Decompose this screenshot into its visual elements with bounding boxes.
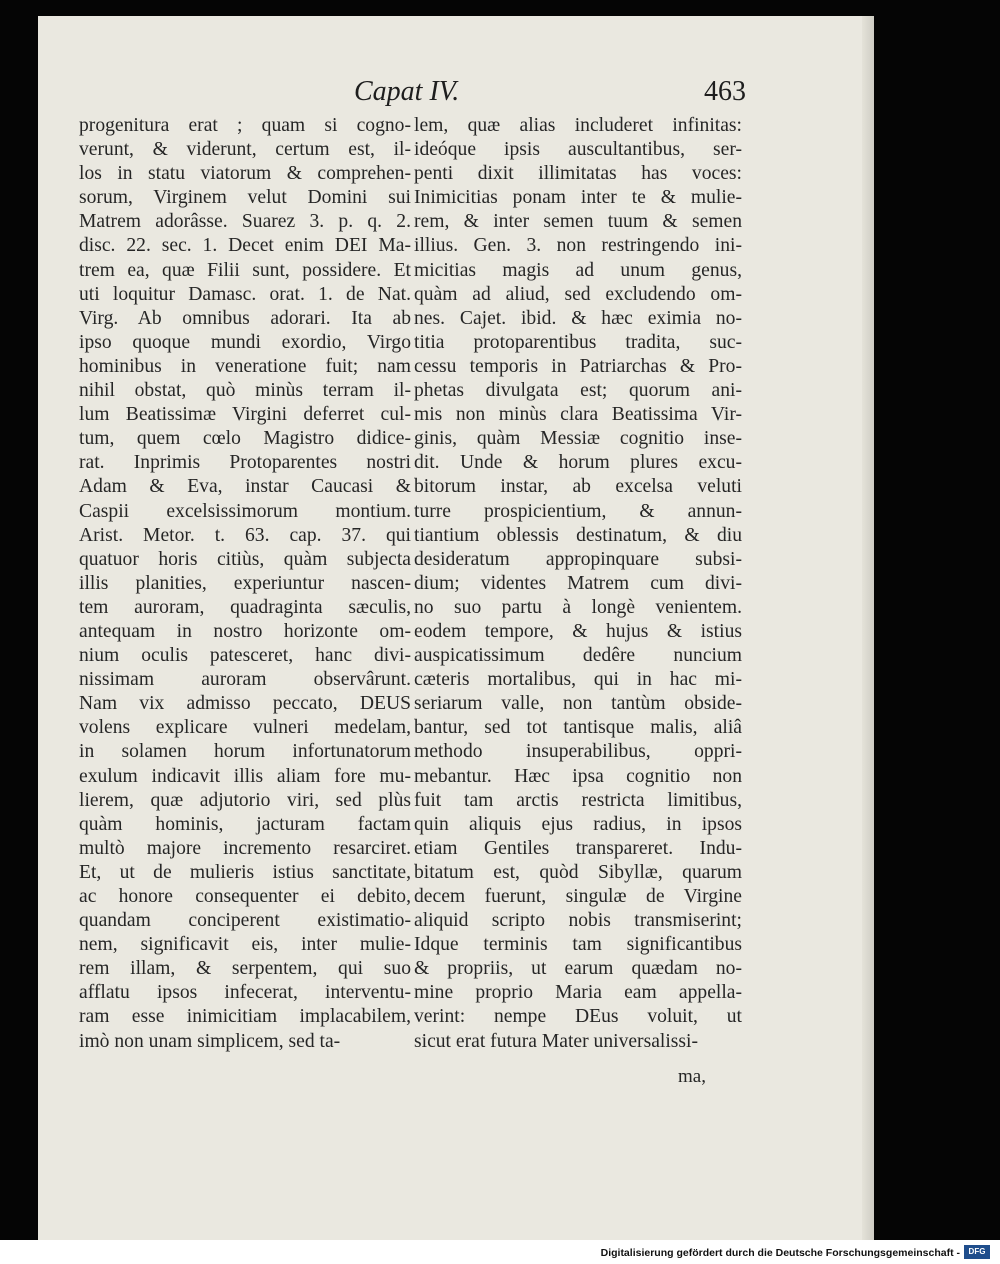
text-line: mebantur. Hæc ipsa cognitio non (414, 765, 742, 787)
text-line: disc. 22. sec. 1. Decet enim DEI Ma- (79, 235, 411, 257)
text-line: penti dixit illimitatas has voces: (414, 163, 742, 185)
text-line: mine proprio Maria eam appella- (414, 982, 742, 1004)
text-line: auspicatissimum dedêre nuncium (414, 645, 742, 667)
text-line: nium oculis patesceret, hanc divi- (79, 645, 411, 667)
text-line: quàm hominis, jacturam factam (79, 813, 411, 835)
left-text-column (79, 114, 411, 1054)
text-line: fuit tam arctis restricta limitibus, (414, 789, 742, 811)
text-line: hominibus in veneratione fuit; nam (79, 355, 411, 377)
text-line: turre prospicientium, & annun- (414, 500, 742, 522)
text-line: mis non minùs clara Beatissima Vir- (414, 404, 742, 426)
text-line: sicut erat futura Mater universalissi- (414, 1030, 699, 1052)
text-line: imò non unam simplicem, sed ta- (79, 1030, 341, 1052)
text-line: Inimicitias ponam inter te & mulie- (414, 187, 742, 209)
text-line: tum, quem cœlo Magistro didice- (79, 428, 411, 450)
text-line: quatuor horis citiùs, quàm subjecta (79, 548, 411, 570)
text-line: verunt, & viderunt, certum est, il- (79, 139, 411, 161)
text-line: cæteris mortalibus, qui in hac mi- (414, 669, 742, 691)
text-line: phetas divulgata est; quorum ani- (414, 380, 742, 402)
text-line: methodo insuperabilibus, oppri- (414, 741, 742, 763)
text-line: rem, & inter semen tuum & semen (414, 211, 742, 233)
text-line: bitorum instar, ab excelsa veluti (414, 476, 742, 498)
text-line: lem, quæ alias includeret infinitas: (414, 115, 742, 136)
text-line: multò majore incremento resarciret. (79, 837, 411, 859)
text-line: titia protoparentibus tradita, suc- (414, 331, 742, 353)
text-line: tem auroram, quadraginta sæculis, (79, 596, 411, 618)
text-line: nem, significavit eis, inter mulie- (79, 934, 411, 956)
text-line: nes. Cajet. ibid. & hæc eximia no- (414, 307, 742, 329)
text-line: rat. Inprimis Protoparentes nostri (79, 452, 411, 474)
text-line: lierem, quæ adjutorio viri, sed plùs (79, 789, 411, 811)
text-line: desideratum appropinquare subsi- (414, 548, 742, 570)
text-line: Matrem adorâsse. Suarez 3. p. q. 2. (79, 211, 411, 233)
text-line: aliquid scripto nobis transmiserint; (414, 910, 742, 932)
page-edge (862, 16, 874, 1240)
funding-credit: Digitalisierung gefördert durch die Deutsche Forschungsgemeinschaft - (600, 1247, 960, 1259)
text-line: Idque terminis tam significantibus (414, 934, 742, 956)
text-line: illius. Gen. 3. non restringendo ini- (414, 235, 742, 257)
text-line: nihil obstat, quò minùs terram il- (79, 380, 411, 402)
dfg-logo-icon: DFG (964, 1245, 990, 1259)
text-line: ram esse inimicitiam implacabilem, (79, 1006, 411, 1028)
text-line: rem illam, & serpentem, qui suo (79, 958, 411, 980)
text-line: exulum indicavit illis aliam fore mu- (79, 765, 411, 787)
text-line: Arist. Metor. t. 63. cap. 37. qui (79, 524, 411, 546)
text-line: ipso quoque mundi exordio, Virgo (79, 331, 411, 353)
text-line: uti loquitur Damasc. orat. 1. de Nat. (79, 283, 411, 305)
text-line: quàm ad aliud, sed excludendo om- (414, 283, 742, 305)
text-line: Adam & Eva, instar Caucasi & (79, 476, 411, 498)
text-line: antequam in nostro horizonte om- (79, 620, 411, 642)
text-line: quandam conciperent existimatio- (79, 910, 411, 932)
text-line: los in statu viatorum & comprehen- (79, 163, 411, 185)
text-line: Caspii excelsissimorum montium. (79, 500, 411, 522)
catchword: ma, (678, 1066, 706, 1087)
text-line: trem ea, quæ Filii sunt, possidere. Et (79, 259, 411, 281)
text-line: bitatum est, quòd Sibyllæ, quarum (414, 861, 742, 883)
text-line: cessu temporis in Patriarchas & Pro- (414, 355, 742, 377)
text-line: sorum, Virginem velut Domini sui (79, 187, 411, 209)
text-line: illis planities, experiuntur nascen- (79, 572, 411, 594)
text-line: etiam Gentiles transpareret. Indu- (414, 837, 742, 859)
text-line: eodem tempore, & hujus & istius (414, 620, 742, 642)
text-line: no suo partu à longè venientem. (414, 596, 742, 618)
running-head: Capat IV. (354, 76, 460, 107)
page-number: 463 (704, 76, 746, 107)
text-line: dium; videntes Matrem cum divi- (414, 572, 742, 594)
text-line: verint: nempe DEus voluit, ut (414, 1006, 742, 1028)
text-line: & propriis, ut earum quædam no- (414, 958, 742, 980)
text-line: ginis, quàm Messiæ cognitio inse- (414, 428, 742, 450)
text-line: dit. Unde & horum plures excu- (414, 452, 742, 474)
text-line: in solamen horum infortunatorum (79, 741, 411, 763)
text-line: afflatu ipsos infecerat, interventu- (79, 982, 411, 1004)
text-line: Et, ut de mulieris istius sanctitate, (79, 861, 411, 883)
text-line: ideóque ipsis auscultantibus, ser- (414, 139, 742, 161)
text-line: Virg. Ab omnibus adorari. Ita ab (79, 307, 411, 329)
text-line: lum Beatissimæ Virgini deferret cul- (79, 404, 411, 426)
text-line: tiantium oblessis destinatum, & diu (414, 524, 742, 546)
text-line: micitias magis ad unum genus, (414, 259, 742, 281)
text-line: volens explicare vulneri medelam, (79, 717, 411, 739)
text-line: progenitura erat ; quam si cogno- (79, 115, 411, 136)
text-line: ac honore consequenter ei debito, (79, 886, 411, 907)
text-line: Nam vix admisso peccato, DEUS (79, 693, 411, 715)
text-line: bantur, sed tot tantisque malis, aliâ (414, 717, 742, 739)
text-line: seriarum valle, non tantùm obside- (414, 693, 742, 715)
text-line: quin aliquis ejus radius, in ipsos (414, 813, 742, 835)
text-line: nissimam auroram observârunt. (79, 669, 411, 691)
text-line: decem fuerunt, singulæ de Virgine (414, 886, 742, 907)
right-text-column (414, 114, 742, 1054)
